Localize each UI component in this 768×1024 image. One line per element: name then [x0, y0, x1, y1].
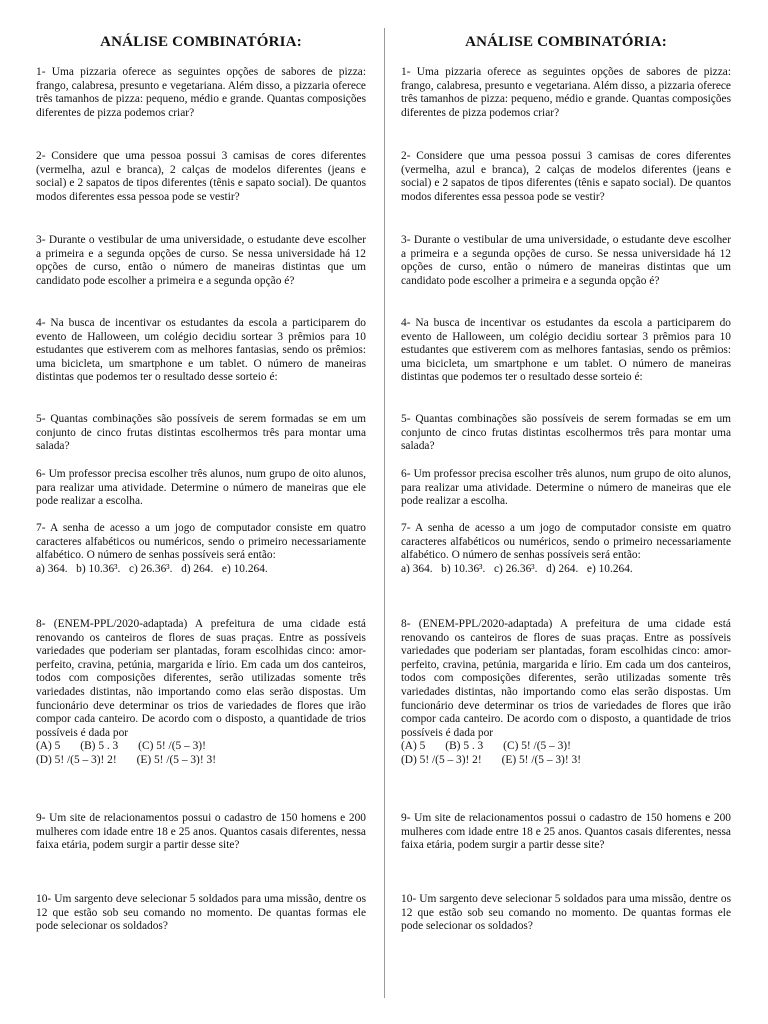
- question-9: 9- Um site de relacionamentos possui o cadastro de 150 homens e 200 mulheres com idade entre 18 e 25 anos. Quantos casais diferentes, nessa faixa etária, podem surgir a partir desse site?: [36, 812, 366, 852]
- question-8-options-row-1: (A) 5 (B) 5 . 3 (C) 5! /(5 – 3)!: [401, 740, 571, 753]
- question-5: 5- Quantas combinações são possíveis de serem formadas se em um conjunto de cinco frutas distintas escolhermos três para montar uma salada?: [401, 413, 731, 453]
- question-7-options: a) 364. b) 10.36³. c) 26.36³. d) 264. e) 10.264.: [401, 562, 633, 575]
- question-1: 1- Uma pizzaria oferece as seguintes opções de sabores de pizza: frango, calabresa, presunto e vegetariana. Além disso, a pizzaria oferece três tamanhos de pizza: pequeno, médio e grande. Quantas composições diferentes de pizza podemos criar?: [401, 66, 731, 119]
- question-7-options: a) 364. b) 10.36³. c) 26.36³. d) 264. e) 10.264.: [36, 562, 268, 575]
- question-8-options-row-1: (A) 5 (B) 5 . 3 (C) 5! /(5 – 3)!: [36, 740, 206, 753]
- question-4: 4- Na busca de incentivar os estudantes da escola a participarem do evento de Halloween, um colégio decidiu sortear 3 prêmios para 10 estudantes que estiverem com as melhores fantasias, sendo os prêmios: uma bicicleta, um smartphone e um tablet. O número de maneiras distintas que podemos ter o resultado desse sorteio é:: [36, 317, 366, 384]
- question-10: 10- Um sargento deve selecionar 5 soldados para uma missão, dentre os 12 que estão sob seu comando no momento. De quantas formas ele pode selecionar os soldados?: [401, 893, 731, 933]
- question-5: 5- Quantas combinações são possíveis de serem formadas se em um conjunto de cinco frutas distintas escolhermos três para montar uma salada?: [36, 413, 366, 453]
- question-10: 10- Um sargento deve selecionar 5 soldados para uma missão, dentre os 12 que estão sob seu comando no momento. De quantas formas ele pode selecionar os soldados?: [36, 893, 366, 933]
- question-8: 8- (ENEM-PPL/2020-adaptada) A prefeitura de uma cidade está renovando os canteiros de flores de suas praças. Entre as possíveis variedades que poderiam ser plantadas, foram escolhidas cinco: amor-perfeito, cravina, petúnia, margarida e lírio. Em cada um dos canteiros, todos com composições diferentes, serão utilizadas somente três variedades distintas, não importando como elas serão dispostas. Um funcionário deve determinar os trios de variedades de flores que irão compor cada canteiro. De acordo com o disposto, a quantidade de trios possíveis é dada por (A) 5 (B) 5 . 3 (C) 5! /(5 – 3)! (D) 5! /(5 – 3)! 2! (E) 5! /(5 – 3)! 3!: [36, 618, 366, 766]
- question-1: 1- Uma pizzaria oferece as seguintes opções de sabores de pizza: frango, calabresa, presunto e vegetariana. Além disso, a pizzaria oferece três tamanhos de pizza: pequeno, médio e grande. Quantas composições diferentes de pizza podemos criar?: [36, 66, 366, 119]
- question-2: 2- Considere que uma pessoa possui 3 camisas de cores diferentes (vermelha, azul e branca), 2 calças de modelos diferentes (jeans e social) e 2 sapatos de tipos diferentes (tênis e sapato social). De quantos modos diferentes essa pessoa pode se vestir?: [401, 150, 731, 203]
- question-6: 6- Um professor precisa escolher três alunos, num grupo de oito alunos, para realizar uma atividade. Determine o número de maneiras que ele pode realizar a escolha.: [401, 468, 731, 508]
- column-divider: [384, 28, 385, 998]
- question-7: 7- A senha de acesso a um jogo de computador consiste em quatro caracteres alfabéticos ou numéricos, sendo o primeiro necessariamente alfabético. O número de senhas possíveis será então: a) 364. b) 10.36³. c) 26.36³. d) 264. e) 10.264.: [36, 522, 366, 575]
- question-8-options-row-2: (D) 5! /(5 – 3)! 2! (E) 5! /(5 – 3)! 3!: [401, 753, 581, 766]
- worksheet-title: ANÁLISE COMBINATÓRIA:: [100, 34, 302, 50]
- question-2: 2- Considere que uma pessoa possui 3 camisas de cores diferentes (vermelha, azul e branca), 2 calças de modelos diferentes (jeans e social) e 2 sapatos de tipos diferentes (tênis e sapato social). De quantos modos diferentes essa pessoa pode se vestir?: [36, 150, 366, 203]
- question-8-options-row-2: (D) 5! /(5 – 3)! 2! (E) 5! /(5 – 3)! 3!: [36, 753, 216, 766]
- question-7: 7- A senha de acesso a um jogo de computador consiste em quatro caracteres alfabéticos ou numéricos, sendo o primeiro necessariamente alfabético. O número de senhas possíveis será então: a) 364. b) 10.36³. c) 26.36³. d) 264. e) 10.264.: [401, 522, 731, 575]
- question-4: 4- Na busca de incentivar os estudantes da escola a participarem do evento de Halloween, um colégio decidiu sortear 3 prêmios para 10 estudantes que estiverem com as melhores fantasias, sendo os prêmios: uma bicicleta, um smartphone e um tablet. O número de maneiras distintas que podemos ter o resultado desse sorteio é:: [401, 317, 731, 384]
- question-3: 3- Durante o vestibular de uma universidade, o estudante deve escolher a primeira e a segunda opções de curso. Se nessa universidade há 12 opções de curso, então o número de maneiras distintas que um candidato pode escolher a primeira e a segunda opção é?: [36, 234, 366, 287]
- question-8: 8- (ENEM-PPL/2020-adaptada) A prefeitura de uma cidade está renovando os canteiros de flores de suas praças. Entre as possíveis variedades que poderiam ser plantadas, foram escolhidas cinco: amor-perfeito, cravina, petúnia, margarida e lírio. Em cada um dos canteiros, todos com composições diferentes, serão utilizadas somente três variedades distintas, não importando como elas serão dispostas. Um funcionário deve determinar os trios de variedades de flores que irão compor cada canteiro. De acordo com o disposto, a quantidade de trios possíveis é dada por (A) 5 (B) 5 . 3 (C) 5! /(5 – 3)! (D) 5! /(5 – 3)! 2! (E) 5! /(5 – 3)! 3!: [401, 618, 731, 766]
- question-6: 6- Um professor precisa escolher três alunos, num grupo de oito alunos, para realizar uma atividade. Determine o número de maneiras que ele pode realizar a escolha.: [36, 468, 366, 508]
- worksheet-title: ANÁLISE COMBINATÓRIA:: [465, 34, 667, 50]
- question-9: 9- Um site de relacionamentos possui o cadastro de 150 homens e 200 mulheres com idade entre 18 e 25 anos. Quantos casais diferentes, nessa faixa etária, podem surgir a partir desse site?: [401, 812, 731, 852]
- question-3: 3- Durante o vestibular de uma universidade, o estudante deve escolher a primeira e a segunda opções de curso. Se nessa universidade há 12 opções de curso, então o número de maneiras distintas que um candidato pode escolher a primeira e a segunda opção é?: [401, 234, 731, 287]
